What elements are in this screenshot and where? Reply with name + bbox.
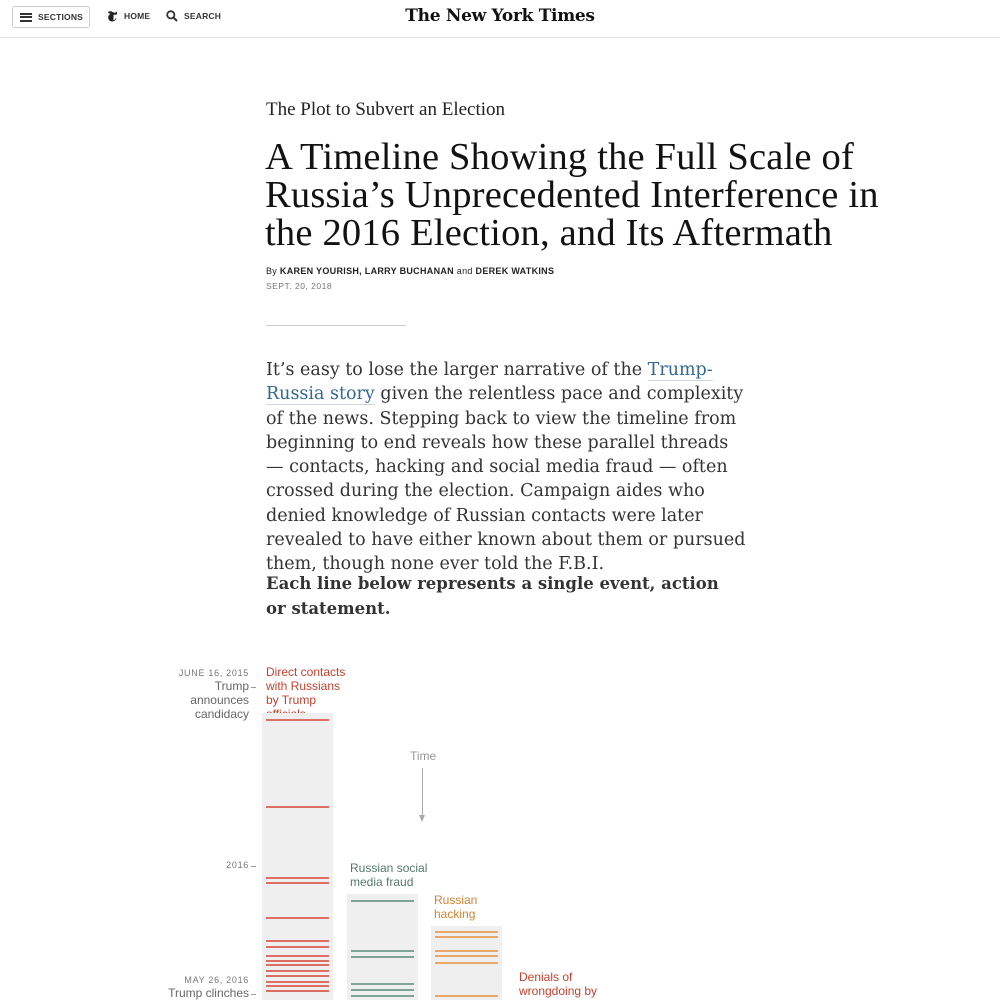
intro-text-1: It’s easy to lose the larger narrative of the [266,360,648,380]
event-line-contacts[interactable] [266,985,329,987]
column-label-denials: Denials of wrongdoing by [519,970,598,998]
event-line-hacking[interactable] [435,995,498,997]
author-link-larry-buchanan[interactable]: LARRY BUCHANAN [364,266,454,276]
event-line-contacts[interactable] [266,955,329,957]
marker-date-clinches: MAY 26, 2016 [184,975,249,985]
event-line-contacts[interactable] [266,946,329,948]
event-line-contacts[interactable] [266,940,329,942]
time-label: Time [410,749,437,763]
author-link-derek-watkins[interactable]: DEREK WATKINS [475,266,555,276]
home-label: HOME [124,11,151,21]
marker-tick [251,687,256,688]
event-line-contacts[interactable] [266,877,329,879]
column-label-contacts: Direct contacts with Russians by Trump [266,665,346,707]
event-line-social-media[interactable] [351,995,414,997]
top-navigation-bar [0,0,1000,38]
byline [266,266,554,276]
author-link-karen-yourish[interactable]: KAREN YOURISH, [279,266,362,276]
event-line-contacts[interactable] [266,964,329,966]
time-arrow-line [422,768,423,816]
event-line-contacts[interactable] [266,970,329,972]
byline-by: By [266,266,278,276]
intro-text-2: given the relentless pace and complexity of the news. Stepping back to view the timeline from beginning to end reveals how these parallel threads — contacts, hacking and social media fraud — often crossed during the election. Campaign aides who denied knowledge of Russian contacts were later revealed to have either known about them or pursued them, though none ever told the F.B.I. [266,384,746,575]
event-line-social-media[interactable] [351,950,414,952]
event-line-social-media[interactable] [351,900,414,902]
sections-label: SECTIONS [38,12,84,22]
event-line-contacts[interactable] [266,882,329,884]
article-kicker[interactable]: The Plot to Subvert an Election [266,99,506,120]
event-line-contacts[interactable] [266,975,329,977]
event-line-social-media[interactable] [351,983,414,985]
marker-year-2016: 2016 [226,860,249,870]
graphic-lead-text: Each line below represents a single event, action or statement. [266,574,719,618]
event-line-contacts[interactable] [266,917,329,919]
event-line-contacts[interactable] [266,806,329,808]
event-line-social-media[interactable] [351,989,414,991]
column-label-social-media: Russian social media fraud [350,861,428,889]
event-line-contacts[interactable] [266,960,329,962]
event-line-hacking[interactable] [435,931,498,933]
marker-tick [251,866,256,867]
nyt-logo[interactable]: The New York Times [405,6,595,26]
search-label: SEARCH [184,11,222,21]
trump-russia-story-link[interactable]: Trump-Russia story [266,360,713,405]
event-line-hacking[interactable] [435,962,498,964]
column-label-hacking: Russian hacking [434,893,478,921]
marker-event-candidacy: Trump announces candidacy [190,679,249,721]
event-line-contacts[interactable] [266,719,329,721]
marker-event-clinches: Trump clinches [168,986,249,1000]
marker-date-candidacy: JUNE 16, 2015 [178,668,249,678]
down-arrow-icon [419,815,425,822]
event-line-contacts[interactable] [266,990,329,992]
marker-tick [251,994,256,995]
article-headline: A Timeline Showing the Full Scale of Russia’s Unprecedented Interference in the 2016 Election, and Its Aftermath [265,136,879,254]
event-line-contacts[interactable] [266,981,329,983]
intro-paragraph [266,358,746,577]
event-line-social-media[interactable] [351,956,414,958]
event-line-hacking[interactable] [435,955,498,957]
event-line-hacking[interactable] [435,936,498,938]
byline-and: and [456,266,473,276]
publish-date: SEPT. 20, 2018 [266,281,333,291]
header-divider [266,325,406,326]
event-line-hacking[interactable] [435,950,498,952]
